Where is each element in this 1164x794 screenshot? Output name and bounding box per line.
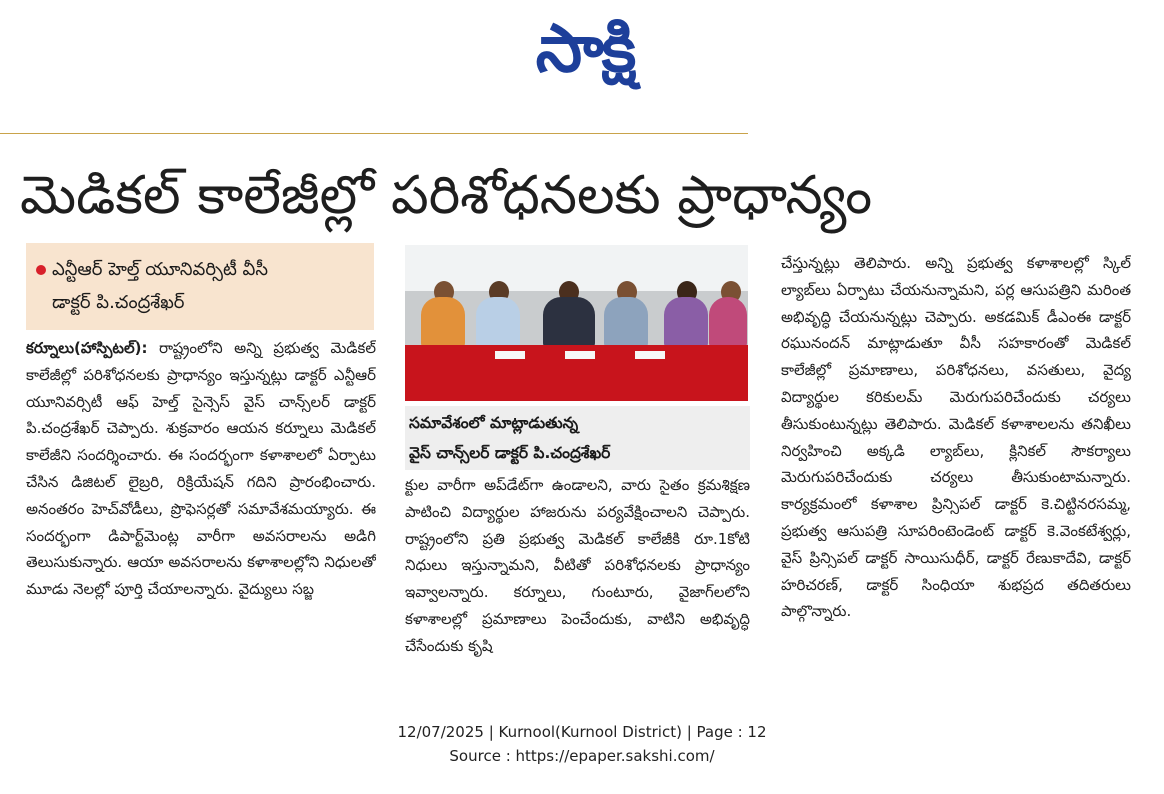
person <box>604 297 648 349</box>
article-photo <box>405 245 748 401</box>
header-divider <box>0 133 748 134</box>
photo-paper <box>635 351 665 359</box>
article-column-1 <box>26 335 376 671</box>
article-headline: మెడికల్ కాలేజీల్లో పరిశోధనలకు ప్రాధాన్యం <box>20 165 873 226</box>
sakshi-logo: సాక్షి <box>535 9 635 87</box>
caption-line-1: సమావేశంలో మాట్లాడుతున్న <box>409 414 579 432</box>
column-1-text: రాష్ట్రంలోని అన్ని ప్రభుత్వ మెడికల్ కాలేజీల్లో పరిశోధనలకు ప్రాధాన్యం ఇస్తున్నట్లు డాక్టర్ ఎన్టీఆర్ యూనివర్సిటీ ఆఫ్ హెల్త్ సైన్సెస్ వైస్ చాన్స్‌లర్ డాక్టర్ పి.చంద్రశేఖర్ చెప్పారు. శుక్రవారం ఆయన కర్నూలు మెడికల్ కాలేజీని సందర్శించారు. ఈ సందర్భంగా కళాశాలలో ఏర్పాటు చేసిన డిజిటల్ లైబ్రరి, రిక్రియేషన్ గదిని ప్రారంభించారు. అనంతరం హెచ్‌వోడీలు, ప్రొఫెసర్లతో సమావేశమయ్యారు. ఈ సందర్భంగా డిపార్ట్‌మెంట్ల వారీగా అవసరాలను అడిగి తెలుసుకున్నారు. ఆయా అవసరాలను కళాశాలల్లోని నిధులతో మూడు నెలల్లో పూర్తి చేయాలన్నారు. వైద్యులు సబ్జ <box>26 339 376 599</box>
dateline: కర్నూలు(హాస్పిటల్): <box>26 339 148 357</box>
person <box>543 297 595 349</box>
article-column-3: చేస్తున్నట్లు తెలిపారు. అన్ని ప్రభుత్వ కళాశాలల్లో స్కిల్ ల్యాబ్‌లు ఏర్పాటు చేయనున్నామని, పర్ల ఆసుపత్రిని మరింత అభివృద్ధి చేయనున్నట్లు చెప్పారు. అకడమిక్ డీఎంఈ డాక్టర్ రఘునందన్ మాట్లాడుతూ వీసీ సహకారంతో మెడికల్ కాలేజీల్లో ప్రమాణాలు, పరిశోధనలు, వసతులు, వైద్య విద్యార్థుల కరికులమ్ మెరుగుపరిచేందుకు చర్యలు తీసుకుంటున్నట్లు తెలిపారు. మెడికల్ కళాశాలలను తనిఖీలు నిర్వహించి అక్కడి ల్యాబ్‌లు, క్లినికల్ సౌకర్యాలు మెరుగుపరిచేందుకు చర్యలు తీసుకుంటామన్నారు. కార్యక్రమంలో కళాశాల ప్రిన్సిపల్ డాక్టర్ కె.చిట్టినరసమ్మ, ప్రభుత్వ ఆసుపత్రి సూపరింటెండెంట్ డాక్టర్ కె.వెంకటేశ్వర్లు, వైస్ ప్రిన్సిపల్ డాక్టర్ సాయిసుధీర్, డాక్టర్ రేణుకాదేవి, డాక్టర్ హరిచరణ్, డాక్టర్ సింధియా శుభప్రద తదితరులు పాల్గొన్నారు. <box>781 254 1131 621</box>
subhead-line-1 <box>36 253 366 286</box>
photo-caption <box>405 406 750 470</box>
photo-paper <box>565 351 595 359</box>
article-column-2: క్టుల వారీగా అప్‌డేట్‌గా ఉండాలని, వారు సైతం క్రమశిక్షణ పాటించి విద్యార్థుల హాజరును పర్యవేక్షించాలని చెప్పారు. రాష్ట్రంలోని ప్రతి ప్రభుత్వ మెడికల్ కాలేజీకి రూ.1కోటి నిధులు ఇస్తున్నామని, వీటితో పరిశోధనలకు ప్రాధాన్యం ఇవ్వాలన్నారు. కర్నూలు, గుంటూరు, వైజాగ్‌లలోని కళాశాలల్లో ప్రమాణాలు పెంచేందుకు, వాటిని అభివృద్ధి చేసేందుకు కృషి <box>405 476 750 655</box>
caption-line-2: వైస్ చాన్స్‌లర్ డాక్టర్ పి.చంద్రశేఖర్ <box>409 444 611 462</box>
article-subhead <box>26 243 374 330</box>
footer-source: Source : https://epaper.sakshi.com/ <box>449 747 715 765</box>
person <box>709 297 747 349</box>
person <box>476 297 520 349</box>
footer-meta: 12/07/2025 | Kurnool(Kurnool District) | Page : 12 <box>397 723 767 741</box>
page-footer <box>0 720 1164 768</box>
subhead-text-1: ఎన్టీఆర్ హెల్త్ యూనివర్సిటీ వీసీ <box>52 259 268 280</box>
person <box>421 297 465 349</box>
subhead-line-2: డాక్టర్ పి.చంద్రశేఖర్ <box>52 292 185 313</box>
photo-paper <box>495 351 525 359</box>
bullet-icon <box>36 265 46 275</box>
person <box>664 297 708 349</box>
